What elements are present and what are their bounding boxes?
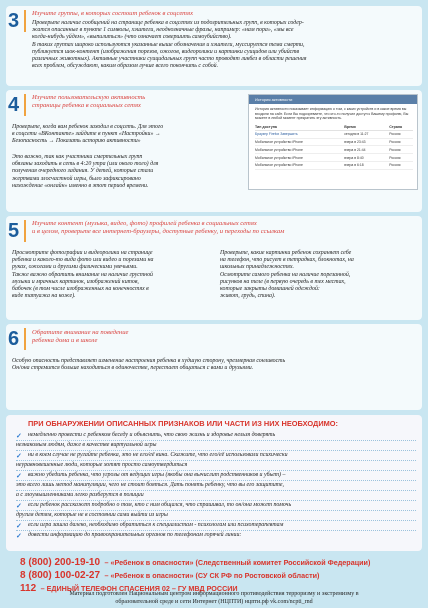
table-cell: вчера в 23:43 <box>344 138 389 146</box>
checkmark-icon: ✓ <box>16 472 22 480</box>
section-title: Изучите группы, в которых состоит ребенок в соцсетях <box>32 10 193 17</box>
list-item: ✓ немедленно провести с ребенком беседу и объяснить, что свою жизнь и здоровье нельзя доверять <box>16 431 416 441</box>
list-item: а с злоумышленниками легко разберутся в полиции <box>16 491 416 501</box>
table-cell: Россия <box>389 138 413 146</box>
text-line: Просмотрите фотографии и видеоролики на странице <box>12 250 153 256</box>
text-line: живот, грудь, спина). <box>220 293 276 300</box>
table-cell: Россия <box>389 161 413 169</box>
list-item: ✓ довести информацию до правоохранительных органов по телефонам горячей линии: <box>16 532 242 540</box>
section-number: 4 <box>8 94 26 116</box>
phone-number: 8 (800) 100-02-27 <box>20 570 101 581</box>
table-cell: Россия <box>389 130 413 138</box>
list-item: незнакомым людям, даже в качестве виртуальной игры <box>16 441 416 451</box>
text-line: Проверьте наличие сообщений на странице ребенка в соцсетях из подозрительных групп, в которых содер- <box>32 20 304 26</box>
title-line: Обратите внимание на поведение <box>32 329 129 336</box>
section-title <box>32 94 145 110</box>
footer-line: образовательной среде и сети Интернет (НЦПТИ) нцпти.рф vk.com/ncpti_rnd <box>115 598 313 605</box>
text-line: музыки и мрачных картинок, изображений китов, <box>12 278 139 285</box>
list-item: ✓ если ребенок расскажет подробно о том, кто с ним общался, что спрашивал, то он/она может помочь <box>16 501 416 511</box>
screenshot-title-bar: История активности <box>249 95 417 104</box>
table-cell: Браузер Firefox Завершить <box>255 130 344 138</box>
list-item: неуравновешенные люди, которые хотят просто самоутвердиться <box>16 461 416 471</box>
checkmark-icon: ✓ <box>16 452 22 460</box>
text-line: руках, ожогами и другими физическими увечьями. <box>12 264 138 271</box>
title-line: Изучите контент (музыка, видео, фото) профилей ребенка в социальных сетях <box>32 220 257 227</box>
table-cell: вчера в 6:18 <box>344 161 389 169</box>
warning-block <box>6 415 422 551</box>
text-line: жатся описанные в пункте 1 символы, хэштеги, неоднозначные фразы, например: «нам пора», «мы все <box>32 27 294 34</box>
intro-line: входили на сайт. Если Вы подозреваете, что кто-то получил доступ к Вашему профилю, Вы <box>255 111 409 116</box>
activity-history-screenshot <box>248 94 418 190</box>
text-line: Это важно, так как участники смертельных групп <box>12 154 143 160</box>
phone-number: 8 (800) 200-19-10 <box>20 557 101 568</box>
list-item: ✓ ни в коем случае не ругайте ребенка, это не его/её вина. Скажите, что его/её использовали психически <box>16 451 416 461</box>
list-item: ✓ важно убедить ребенка, что угрозы от ведущих игры (якобы она вычислит родственников и убьет) – <box>16 471 416 481</box>
section-6 <box>6 324 422 410</box>
text-line: обязаны заходить в сеть в 4:20 утра (или около того) для <box>12 161 159 168</box>
warning-list <box>16 431 416 540</box>
list-item: ✓ если игра зашла далеко, необходимо обратиться к специалистам - психологам или психотерапевтам <box>16 521 416 531</box>
text-line: различных животных). Активные участники суицидальных групп часто проводят ликбез в области решения <box>32 56 307 63</box>
text-line: рисунков на теле (в первую очередь в тех местах, <box>220 278 346 285</box>
list-item: другим детям, которые не в состоянии сами выйти из игры <box>16 511 416 521</box>
warning-title: ПРИ ОБНАРУЖЕНИИ ОПИСАННЫХ ПРИЗНАКОВ ИЛИ ЧАСТИ ИЗ НИХ НЕОБХОДИМО: <box>28 419 339 428</box>
text-line: всех проблем, обсуждают, каким образом лучше всего покончить с собой. <box>32 63 219 70</box>
phone-label: – ЕДИНЫЙ ТЕЛЕФОН СПАСЕНИЯ 02 – ГУ МВД РОССИИ <box>40 584 238 593</box>
title-line: ребенка дома и в школе <box>32 337 98 344</box>
table-cell: Россия <box>389 154 413 162</box>
column-header: Тип доступа <box>255 124 344 131</box>
list-item: это всего лишь метод манипуляции, чего не стоит бояться. Дать понять ребенку, что вы его защитите, <box>16 481 416 491</box>
checkmark-icon: ✓ <box>16 522 22 530</box>
text-line: Проверьте, какие картинки ребенок сохраняет себе <box>220 250 352 256</box>
table-cell: сегодня в 11:27 <box>344 130 389 138</box>
title-line: страницы ребенка в социальных сетях <box>32 102 141 109</box>
table-cell: вчера в 21:44 <box>344 146 389 154</box>
section-text <box>32 20 420 70</box>
text-line: Проверьте, когда вам ребенок заходил в соцсеть. Для этого <box>12 124 164 130</box>
section-title <box>32 220 284 236</box>
table-cell: вчера в 8:40 <box>344 154 389 162</box>
text-line: Безопасность → Показать историю активности» <box>12 138 141 145</box>
table-cell: Мобильное устройство iPhone <box>255 146 344 154</box>
section-para-1 <box>12 124 248 146</box>
table-row <box>255 161 413 169</box>
table-cell: Мобильное устройство iPhone <box>255 138 344 146</box>
section-number: 3 <box>8 10 26 32</box>
text-line: школьных принадлежностях. <box>220 264 295 271</box>
section-title <box>32 329 128 345</box>
screenshot-intro <box>249 104 417 124</box>
table-row <box>255 146 413 154</box>
text-line: получения очередного задания. У детей, которые стали <box>12 168 154 175</box>
phone-number: 112 <box>20 583 37 594</box>
text-line: жертвами злосчастной игры, было зафиксировано <box>12 175 141 182</box>
section-number: 6 <box>8 328 26 350</box>
text-line: ребенка и какого-то вида фото или видео и порезами на <box>12 257 154 264</box>
checkmark-icon: ✓ <box>16 502 22 510</box>
text-line: которые закрыты домашней одеждой: <box>220 286 320 293</box>
text-line: публикуется шок-контент (изображения порезов, ожогов, видеоролики и картинки суицидов или убийств <box>32 48 300 55</box>
text-line: виде татуажа на коже). <box>12 293 76 300</box>
column-header: Время <box>344 124 389 131</box>
section-3 <box>6 6 422 86</box>
text-line: В таких группах широко используются указанные выше обозначения и хэштеги, муссируется тема смерти, <box>32 41 305 48</box>
section-5 <box>6 216 422 320</box>
text-line: Особую опасность представляет изменение настроения ребенка в худшую сторону, чрезмерная сонливость <box>12 358 286 364</box>
table-cell: Мобильное устройство iPhone <box>255 161 344 169</box>
section-right-column <box>220 250 418 300</box>
footer-credits <box>10 591 418 606</box>
table-row <box>255 154 413 162</box>
intro-line: можете в любой момент прекратить эту активность. <box>255 116 342 121</box>
footer-line: Материал подготовлен Национальным центром информационного противодействия терроризму и экстремизму в <box>69 591 359 597</box>
title-line: и в целом, проверьте все интернет-браузеры, доступные ребенку, и переходы по ссылкам <box>32 228 285 235</box>
checkmark-icon: ✓ <box>16 532 22 540</box>
section-text <box>12 358 418 372</box>
section-para-2 <box>12 154 248 190</box>
intro-line: История активности показывает информацию о том, с каких устройств и в какое время вы <box>255 107 407 111</box>
checkmark-icon: ✓ <box>16 432 22 440</box>
section-left-column <box>12 250 216 300</box>
text-line: Осмотрите самого ребенка на наличие порезанной, <box>220 271 351 278</box>
text-line: Он/она стремится больше находиться в одиночестве, перестает общаться с вами и друзьями. <box>12 365 254 372</box>
activity-table <box>255 124 413 170</box>
column-header: Страна <box>389 124 413 131</box>
text-line: нахождение «онлайн» именно в этот период времени. <box>12 182 149 189</box>
table-cell: Россия <box>389 146 413 154</box>
text-line: в соцсети «ВКонтакте» зайдите в пункт «Настройки» → <box>12 131 161 138</box>
table-cell: Мобильное устройство iPhone <box>255 154 344 162</box>
table-row <box>255 138 413 146</box>
text-line: Также важно обратить внимание на наличие грустной <box>12 271 153 278</box>
table-row <box>255 130 413 138</box>
section-number: 5 <box>8 220 26 242</box>
text-line: бабочек (в том числе изображенных на конечностях в <box>12 286 149 293</box>
text-line: на телефон, что рисует в тетрадках, блокнотах, на <box>220 257 354 264</box>
text-line: когда-нибудь уйдем», «выпилиться» (что означает совершить самоубийство). <box>32 34 232 41</box>
phone-label: – «Ребенок в опасности» (СУ СК РФ по Ростовской области) <box>104 571 320 580</box>
phone-label: – «Ребенок в опасности» (Следственный комитет Российской Федерации) <box>104 558 371 567</box>
title-line: Изучите пользовательскую активность <box>32 94 146 101</box>
